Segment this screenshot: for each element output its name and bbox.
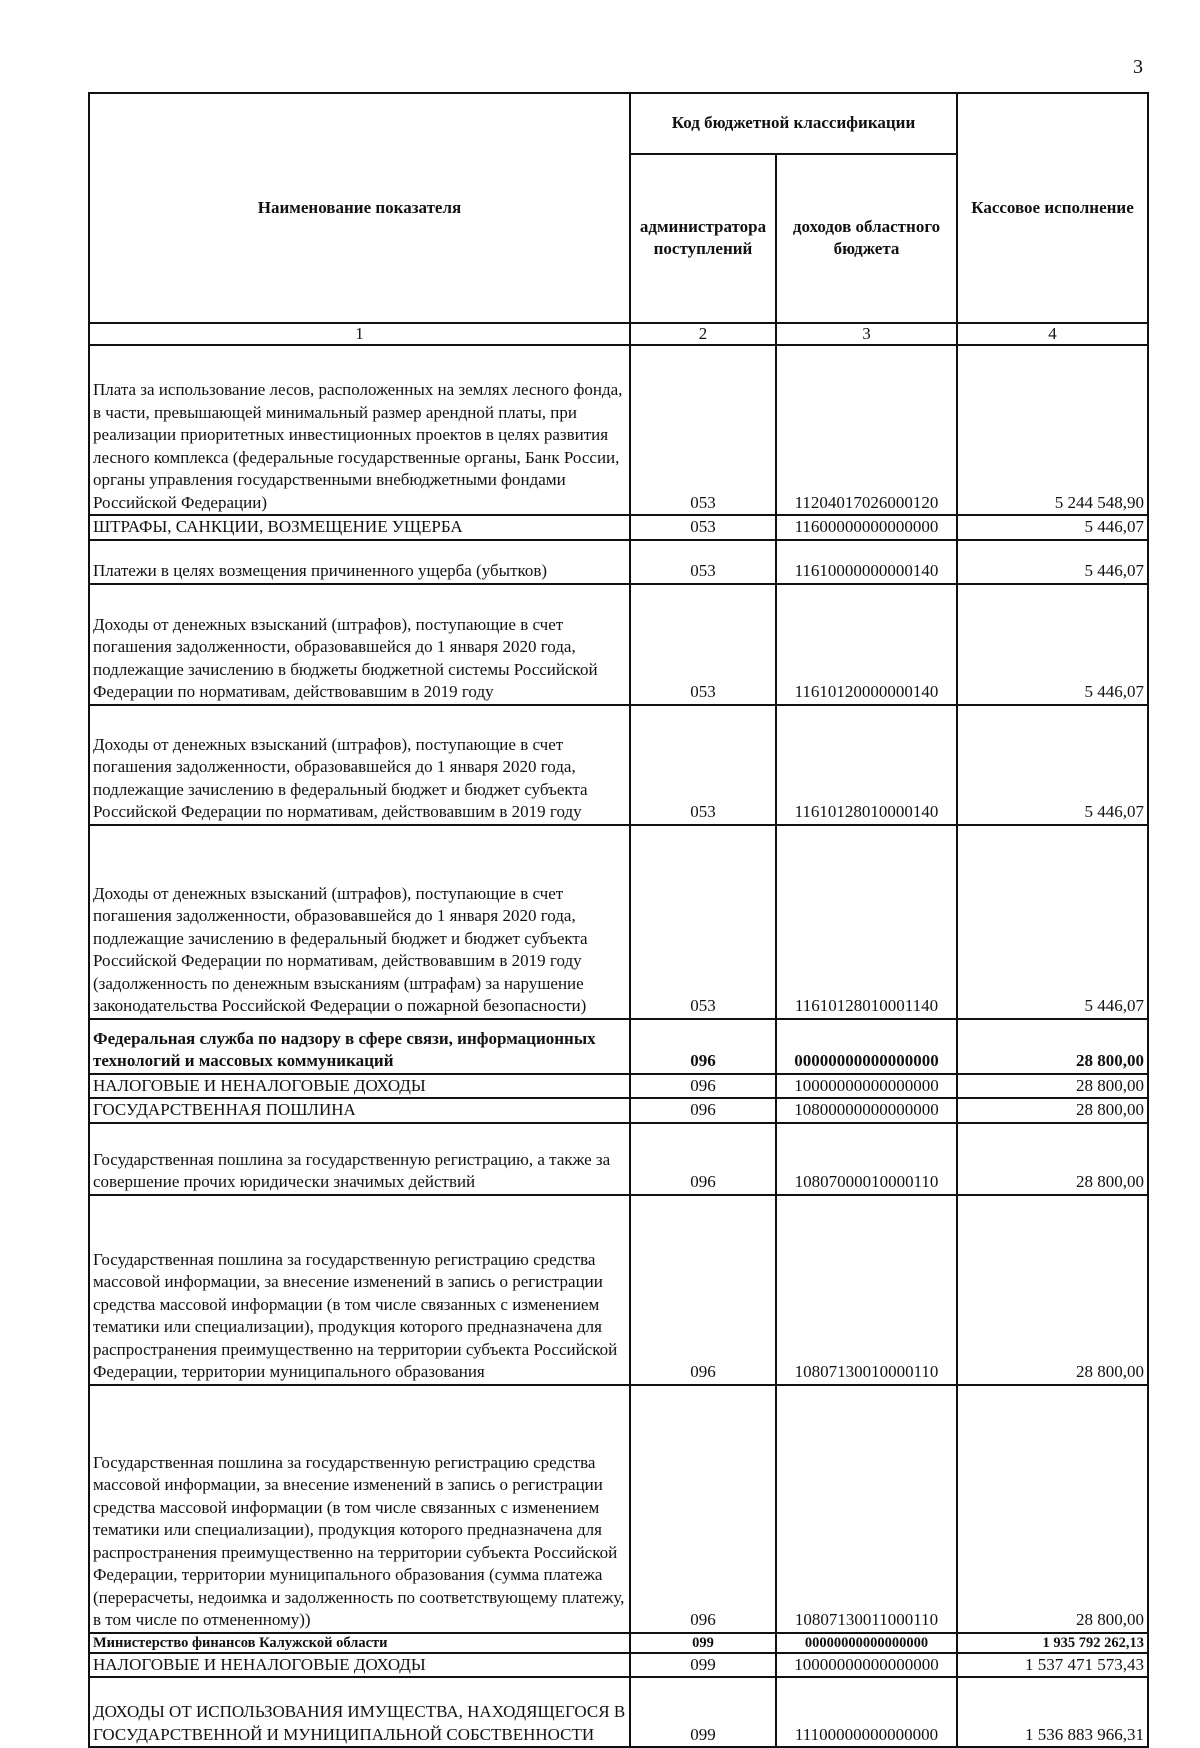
table-row	[89, 1123, 1148, 1195]
header-code-group: Код бюджетной классификации	[630, 93, 957, 154]
row-amount: 5 446,07	[957, 515, 1148, 540]
table-row	[89, 1019, 1148, 1074]
header-code: доходов областного бюджета	[776, 154, 957, 323]
row-code: 11100000000000000	[776, 1677, 957, 1747]
row-admin: 099	[630, 1653, 776, 1678]
row-admin: 053	[630, 515, 776, 540]
header-cash: Кассовое исполнение	[957, 93, 1148, 323]
table-row	[89, 705, 1148, 825]
row-amount: 5 446,07	[957, 705, 1148, 825]
table-row	[89, 345, 1148, 515]
table-row	[89, 825, 1148, 1019]
row-amount: 1 536 883 966,31	[957, 1677, 1148, 1747]
row-code: 10000000000000000	[776, 1074, 957, 1099]
table-row	[89, 584, 1148, 705]
table-row	[89, 540, 1148, 584]
row-amount: 1 537 471 573,43	[957, 1653, 1148, 1678]
row-name: Доходы от денежных взысканий (штрафов), поступающие в счет погашения задолженности, образовавшейся до 1 января 2020 года, подлежащие зачислению в федеральный бюджет и бюджет субъекта Российской Федерации по нормативам, действовавшим в 2019 году (задолженность по денежным взысканиям (штрафам) за нарушение законодательства Российской Федерации о пожарной безопасности)	[89, 825, 630, 1019]
header-name: Наименование показателя	[89, 93, 630, 323]
row-amount: 28 800,00	[957, 1098, 1148, 1123]
row-name: Доходы от денежных взысканий (штрафов), поступающие в счет погашения задолженности, образовавшейся до 1 января 2020 года, подлежащие зачислению в бюджеты бюджетной системы Российской Федерации по нормативам, действовавшим в 2019 году	[89, 584, 630, 705]
row-code: 10000000000000000	[776, 1653, 957, 1678]
row-name: Государственная пошлина за государственную регистрацию средства массовой информации, за внесение изменений в запись о регистрации средства массовой информации (в том числе связанных с изменением тематики или специализации), продукция которого предназначена для распространения преимущественно на территории субъекта Российской Федерации, территории муниципального образования	[89, 1195, 630, 1385]
row-name: НАЛОГОВЫЕ И НЕНАЛОГОВЫЕ ДОХОДЫ	[89, 1653, 630, 1678]
row-name: Платежи в целях возмещения причиненного ущерба (убытков)	[89, 540, 630, 584]
row-admin: 096	[630, 1123, 776, 1195]
col-number: 3	[776, 323, 957, 345]
row-amount: 28 800,00	[957, 1385, 1148, 1633]
row-name: Плата за использование лесов, расположенных на землях лесного фонда, в части, превышающей минимальный размер арендной платы, при реализации приоритетных инвестиционных проектов в целях развития лесного комплекса (федеральные государственные органы, Банк России, органы управления государственными внебюджетными фондами Российской Федерации)	[89, 345, 630, 515]
row-amount: 28 800,00	[957, 1019, 1148, 1074]
row-code: 10807130011000110	[776, 1385, 957, 1633]
row-name: НАЛОГОВЫЕ И НЕНАЛОГОВЫЕ ДОХОДЫ	[89, 1074, 630, 1099]
row-admin: 096	[630, 1019, 776, 1074]
row-name: ДОХОДЫ ОТ ИСПОЛЬЗОВАНИЯ ИМУЩЕСТВА, НАХОДЯЩЕГОСЯ В ГОСУДАРСТВЕННОЙ И МУНИЦИПАЛЬНОЙ СОБСТВЕННОСТИ	[89, 1677, 630, 1747]
row-admin: 096	[630, 1195, 776, 1385]
row-name: ШТРАФЫ, САНКЦИИ, ВОЗМЕЩЕНИЕ УЩЕРБА	[89, 515, 630, 540]
table-row	[89, 1098, 1148, 1123]
row-name: Министерство финансов Калужской области	[89, 1633, 630, 1653]
row-code: 11600000000000000	[776, 515, 957, 540]
row-code: 11610128010001140	[776, 825, 957, 1019]
row-code: 10800000000000000	[776, 1098, 957, 1123]
header-admin: администратора поступлений	[630, 154, 776, 323]
page-number: 3	[1133, 56, 1143, 78]
row-admin: 053	[630, 540, 776, 584]
row-amount: 5 446,07	[957, 540, 1148, 584]
table-row	[89, 1633, 1148, 1653]
table-row	[89, 1195, 1148, 1385]
row-code: 11610000000000140	[776, 540, 957, 584]
row-code: 10807000010000110	[776, 1123, 957, 1195]
row-admin: 099	[630, 1677, 776, 1747]
row-code: 11610128010000140	[776, 705, 957, 825]
row-code: 00000000000000000	[776, 1019, 957, 1074]
row-name: Федеральная служба по надзору в сфере связи, информационных технологий и массовых коммуникаций	[89, 1019, 630, 1074]
row-code: 00000000000000000	[776, 1633, 957, 1653]
row-name: Доходы от денежных взысканий (штрафов), поступающие в счет погашения задолженности, образовавшейся до 1 января 2020 года, подлежащие зачислению в федеральный бюджет и бюджет субъекта Российской Федерации по нормативам, действовавшим в 2019 году	[89, 705, 630, 825]
table-row	[89, 1074, 1148, 1099]
row-amount: 5 446,07	[957, 825, 1148, 1019]
row-admin: 053	[630, 584, 776, 705]
row-code: 11204017026000120	[776, 345, 957, 515]
row-name: Государственная пошлина за государственную регистрацию средства массовой информации, за внесение изменений в запись о регистрации средства массовой информации (в том числе связанных с изменением тематики или специализации), продукция которого предназначена для распространения преимущественно на территории субъекта Российской Федерации, территории муниципального образования (сумма платежа (перерасчеты, недоимка и задолженность по соответствующему платежу, в том числе по отмененному))	[89, 1385, 630, 1633]
table-row	[89, 1653, 1148, 1678]
row-amount: 1 935 792 262,13	[957, 1633, 1148, 1653]
row-amount: 5 244 548,90	[957, 345, 1148, 515]
table-row	[89, 1677, 1148, 1747]
row-admin: 053	[630, 705, 776, 825]
row-code: 11610120000000140	[776, 584, 957, 705]
row-code: 10807130010000110	[776, 1195, 957, 1385]
row-name: ГОСУДАРСТВЕННАЯ ПОШЛИНА	[89, 1098, 630, 1123]
row-admin: 053	[630, 345, 776, 515]
row-admin: 096	[630, 1098, 776, 1123]
budget-table	[88, 92, 1149, 1748]
table-row	[89, 515, 1148, 540]
col-number: 4	[957, 323, 1148, 345]
row-amount: 28 800,00	[957, 1195, 1148, 1385]
row-amount: 28 800,00	[957, 1074, 1148, 1099]
row-admin: 099	[630, 1633, 776, 1653]
row-admin: 096	[630, 1074, 776, 1099]
row-amount: 28 800,00	[957, 1123, 1148, 1195]
col-number: 1	[89, 323, 630, 345]
row-name: Государственная пошлина за государственную регистрацию, а также за совершение прочих юридически значимых действий	[89, 1123, 630, 1195]
table-row	[89, 1385, 1148, 1633]
col-number: 2	[630, 323, 776, 345]
row-admin: 096	[630, 1385, 776, 1633]
row-amount: 5 446,07	[957, 584, 1148, 705]
row-admin: 053	[630, 825, 776, 1019]
